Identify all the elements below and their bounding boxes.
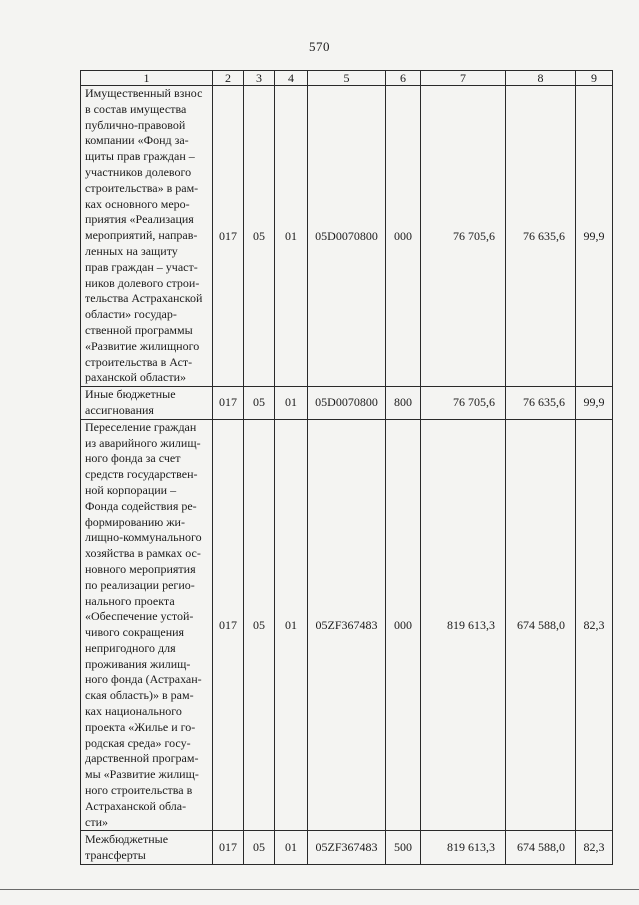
- row-name-line: Иные бюджетные: [85, 387, 176, 402]
- header-cell: 8: [506, 71, 576, 86]
- row-name-line: ников долевого строи-: [85, 275, 200, 290]
- expense-type-cell: 800: [386, 387, 421, 420]
- subsection-cell: 01: [275, 419, 308, 831]
- target-article-cell: 05D0070800: [308, 387, 386, 420]
- row-name-line: «Развитие жилищного: [85, 338, 200, 353]
- row-name-line: мы «Развитие жилищ-: [85, 767, 199, 782]
- row-name-line: «Обеспечение устой-: [85, 609, 194, 624]
- row-name-line: публично-правовой: [85, 117, 186, 132]
- row-name-line: хозяйства в рамках ос-: [85, 546, 201, 561]
- expense-type-cell: 500: [386, 831, 421, 865]
- table-row: [81, 387, 613, 420]
- header-cell: 4: [275, 71, 308, 86]
- row-name-line: по реализации регио-: [85, 577, 195, 592]
- row-name-line: строительства в Аст-: [85, 354, 193, 369]
- subsection-cell: 01: [275, 387, 308, 420]
- row-name-line: Имущественный взнос: [85, 86, 203, 100]
- row-name-line: компании «Фонд за-: [85, 133, 189, 148]
- header-cell: 7: [421, 71, 506, 86]
- expense-type-cell: 000: [386, 419, 421, 831]
- row-name-line: ская область)» в рам-: [85, 688, 194, 703]
- row-name-line: средств государствен-: [85, 467, 198, 482]
- section-cell: 05: [244, 831, 275, 865]
- row-name-cell: [81, 387, 213, 420]
- row-name-line: участников долевого: [85, 164, 192, 179]
- row-name-line: лищно-коммунального: [85, 530, 202, 545]
- page-bottom-rule: [0, 889, 639, 890]
- subsection-cell: 01: [275, 86, 308, 387]
- target-article-cell: 05D0070800: [308, 86, 386, 387]
- target-article-cell: 05ZF367483: [308, 831, 386, 865]
- header-cell: 3: [244, 71, 275, 86]
- row-name-line: в состав имущества: [85, 101, 187, 116]
- row-name-cell: [81, 831, 213, 865]
- row-name-line: дарственной програм-: [85, 751, 199, 766]
- budget-table: [80, 70, 613, 865]
- table-row: [81, 419, 613, 831]
- executed-amount-cell: 674 588,0: [506, 831, 576, 865]
- row-name-line: ленных на защиту: [85, 243, 178, 258]
- header-cell: 1: [81, 71, 213, 86]
- row-name-line: проекта «Жилье и го-: [85, 719, 196, 734]
- row-name-line: ного фонда за счет: [85, 451, 181, 466]
- row-name-line: прав граждан – участ-: [85, 259, 198, 274]
- table-header-row: [81, 71, 613, 86]
- subsection-cell: 01: [275, 831, 308, 865]
- percent-cell: 99,9: [576, 86, 613, 387]
- admin-code-cell: 017: [213, 419, 244, 831]
- row-name-line: строительства» в рам-: [85, 180, 199, 195]
- row-name-line: ного строительства в: [85, 783, 193, 798]
- planned-amount-cell: 819 613,3: [421, 419, 506, 831]
- admin-code-cell: 017: [213, 86, 244, 387]
- executed-amount-cell: 674 588,0: [506, 419, 576, 831]
- page-number: 570: [309, 39, 330, 54]
- table-row: [81, 831, 613, 865]
- header-cell: 6: [386, 71, 421, 86]
- admin-code-cell: 017: [213, 831, 244, 865]
- executed-amount-cell: 76 635,6: [506, 86, 576, 387]
- row-name-line: нального проекта: [85, 593, 175, 608]
- row-name-cell: [81, 86, 213, 387]
- row-name-line: родская среда» госу-: [85, 735, 191, 750]
- row-name-line: чивого сокращения: [85, 625, 185, 640]
- row-name-line: щиты прав граждан –: [85, 149, 195, 164]
- section-cell: 05: [244, 86, 275, 387]
- admin-code-cell: 017: [213, 387, 244, 420]
- executed-amount-cell: 76 635,6: [506, 387, 576, 420]
- row-name-line: ной корпорации –: [85, 482, 177, 497]
- header-cell: 2: [213, 71, 244, 86]
- row-name-line: ного фонда (Астрахан-: [85, 672, 202, 687]
- percent-cell: 99,9: [576, 387, 613, 420]
- percent-cell: 82,3: [576, 831, 613, 865]
- planned-amount-cell: 819 613,3: [421, 831, 506, 865]
- target-article-cell: 05ZF367483: [308, 419, 386, 831]
- row-name-line: ассигнования: [85, 402, 154, 417]
- row-name-line: ках национального: [85, 704, 182, 719]
- row-name-line: тельства Астраханской: [85, 291, 203, 306]
- row-name-line: из аварийного жилищ-: [85, 435, 201, 450]
- percent-cell: 82,3: [576, 419, 613, 831]
- row-name-line: непригодного для: [85, 640, 176, 655]
- row-name-line: ственной программы: [85, 322, 193, 337]
- row-name-line: области» государ-: [85, 307, 177, 322]
- section-cell: 05: [244, 419, 275, 831]
- row-name-line: Переселение граждан: [85, 419, 197, 434]
- header-cell: 5: [308, 71, 386, 86]
- row-name-line: раханской области»: [85, 370, 186, 385]
- table-row: [81, 86, 613, 387]
- planned-amount-cell: 76 705,6: [421, 387, 506, 420]
- header-cell: 9: [576, 71, 613, 86]
- row-name-line: формированию жи-: [85, 514, 185, 529]
- row-name-line: проживания жилищ-: [85, 656, 191, 671]
- expense-type-cell: 000: [386, 86, 421, 387]
- row-name-line: Фонда содействия ре-: [85, 498, 197, 513]
- row-name-line: мероприятий, направ-: [85, 228, 198, 243]
- row-name-line: сти»: [85, 814, 108, 829]
- row-name-line: Межбюджетные: [85, 832, 169, 847]
- row-name-line: ках основного меро-: [85, 196, 190, 211]
- row-name-cell: [81, 419, 213, 831]
- row-name-line: приятия «Реализация: [85, 212, 194, 227]
- row-name-line: трансферты: [85, 847, 146, 862]
- row-name-line: новного мероприятия: [85, 561, 196, 576]
- planned-amount-cell: 76 705,6: [421, 86, 506, 387]
- row-name-line: Астраханской обла-: [85, 798, 187, 813]
- section-cell: 05: [244, 387, 275, 420]
